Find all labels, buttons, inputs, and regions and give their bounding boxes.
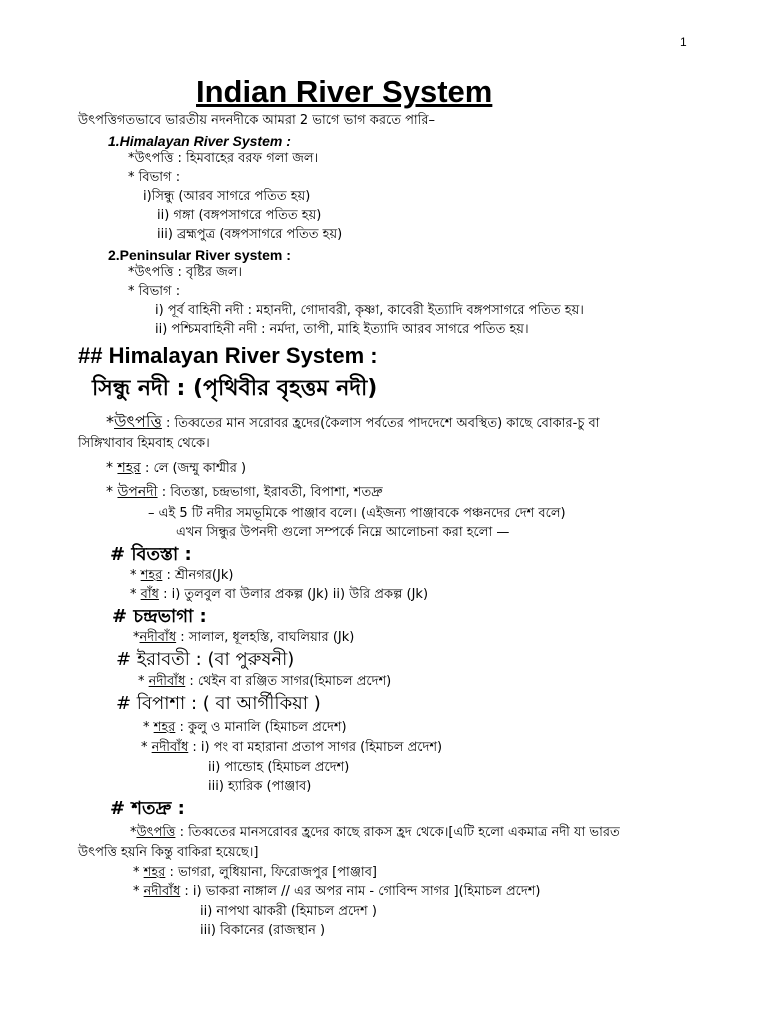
indus-city-line: * শহর : লে (জম্মু কাশ্মীর ) [106, 460, 247, 476]
indus-origin-line: *উৎপত্তি : তিব্বতের মান সরোবর হ্রদের(কৈলাস পর্বতের পাদদেশে অবস্থিত) কাছে বোকার-চু বা [106, 412, 600, 431]
beas-dam-label: নদীবাঁধ [151, 740, 189, 755]
indus-origin-label: উৎপত্তি [114, 412, 162, 431]
jhelum-city-line: * শহর : শ্রীনগর(Jk) [130, 568, 234, 583]
sec1-item-2: ii) গঙ্গা (বঙ্গপসাগরে পতিত হয়) [157, 208, 322, 223]
sutlej-heading: # শতদ্রু : [110, 798, 185, 819]
sec2-item-2: ii) পশ্চিমবাহিনী নদী : নর্মদা, তাপী, মাহি ইত্যাদি আরব সাগরে পতিত হয়। [155, 322, 529, 337]
indus-trib-value: : বিতস্তা, চন্দ্রভাগা, ইরাবতী, বিপাশা, শতদ্রু [161, 485, 383, 500]
jhelum-heading: # বিতস্তা : [110, 544, 192, 565]
chenab-dam-line: *নদীবাঁধ : সালাল, ধূলহস্তি, বাঘলিয়ার (Jk) [133, 630, 355, 645]
beas-city-line: * শহর : কুলু ও মানালি (হিমাচল প্রদেশ) [143, 720, 347, 735]
intro-text: উৎপত্তিগতভাবে ভারতীয় নদনদীকে আমরা 2 ভাগে ভাগ করতে পারি– [78, 113, 436, 128]
sutlej-dam-line: * নদীবাঁধ : i) ভাকরা নাঙ্গাল // এর অপর নাম - গোবিন্দ সাগর ](হিমাচল প্রদেশ) [133, 884, 541, 899]
sec2-division: * বিভাগ : [128, 284, 181, 299]
page-number: 1 [680, 35, 687, 49]
beas-city-value: : কুলু ও মানালি (হিমাচল প্রদেশ) [179, 720, 347, 735]
indus-trib-label: উপনদী [117, 484, 158, 500]
sec1-item-1: i)সিন্ধু (আরব সাগরে পতিত হয়) [143, 189, 311, 204]
page-title: Indian River System [196, 74, 493, 109]
jhelum-dam-value: : i) তুলবুল বা উলার প্রকল্প (Jk) ii) উরি প্রকল্প (Jk) [163, 587, 429, 602]
ravi-heading: # ইরাবতী : (বা পুরুষনী) [116, 649, 295, 670]
sutlej-origin-label: উৎপত্তি [136, 825, 176, 840]
chenab-dam-value: : সালাল, ধূলহস্তি, বাঘলিয়ার (Jk) [180, 630, 355, 645]
sutlej-origin-line: *উৎপত্তি : তিব্বতের মানসরোবর হ্রদের কাছে রাকস হ্রদ থেকে।[এটি হলো একমাত্র নদী যা ভারত [130, 825, 620, 840]
sutlej-city-value: : ভাগরা, লুধিয়ানা, ফিরোজপুর [পাঞ্জাব] [169, 865, 378, 880]
sec2-origin: *উৎপত্তি : বৃষ্টির জল। [128, 265, 243, 280]
sutlej-origin-line2: উৎপত্তি হয়নি কিন্তু বাকিরা হয়েছে।] [78, 845, 259, 860]
beas-heading: # বিপাশা : ( বা আর্গীকিয়া ) [116, 693, 321, 714]
sec2-heading: 2.Peninsular River system : [108, 247, 291, 263]
ravi-dam-line: * নদীবাঁধ : থেইন বা রঞ্জিত সাগর(হিমাচল প্রদেশ) [138, 674, 392, 689]
indus-city-value: : লে (জম্মু কাশ্মীর ) [144, 461, 247, 476]
sec1-division: * বিভাগ : [128, 170, 181, 185]
indus-trib-note-2: এখন সিন্ধুর উপনদী গুলো সম্পর্কে নিম্নে আলোচনা করা হলো — [176, 525, 510, 540]
sec2-item-1: i) পূর্ব বাহিনী নদী : মহানদী, গোদাবরী, কৃষ্ণা, কাবেরী ইত্যাদি বঙ্গপসাগরে পতিত হয়। [155, 303, 584, 318]
sec1-item-3: iii) ব্রহ্মপুত্র (বঙ্গপসাগরে পতিত হয়) [157, 227, 343, 242]
ravi-dam-label: নদীবাঁধ [148, 674, 186, 689]
beas-dam-value: : i) পং বা মহারানা প্রতাপ সাগর (হিমাচল প্রদেশ) [192, 740, 443, 755]
beas-dam-2: ii) পান্ডোহ (হিমাচল প্রদেশ) [208, 760, 350, 775]
ravi-dam-value: : থেইন বা রঞ্জিত সাগর(হিমাচল প্রদেশ) [189, 674, 392, 689]
sutlej-dam-value: : i) ভাকরা নাঙ্গাল // এর অপর নাম - গোবিন্দ সাগর ](হিমাচল প্রদেশ) [184, 884, 541, 899]
sutlej-dam-label: নদীবাঁধ [143, 884, 181, 899]
jhelum-dam-line: * বাঁধ : i) তুলবুল বা উলার প্রকল্প (Jk) ii) উরি প্রকল্প (Jk) [130, 587, 429, 602]
indus-heading: সিন্ধু নদী : (পৃথিবীর বৃহত্তম নদী) [92, 376, 378, 401]
jhelum-dam-label: বাঁধ [140, 587, 159, 602]
indus-trib-note-1: – এই 5 টি নদীর সমভূমিকে পাঞ্জাব বলে। (এইজন্য পাঞ্জাবকে পঞ্চনদের দেশ বলে) [148, 506, 566, 521]
beas-city-label: শহর [153, 720, 176, 735]
sutlej-city-label: শহর [143, 865, 166, 880]
jhelum-city-label: শহর [140, 568, 163, 583]
sec1-origin: *উৎপত্তি : হিমবাহের বরফ গলা জল। [128, 151, 319, 166]
jhelum-city-value: : শ্রীনগর(Jk) [166, 568, 234, 583]
sec1-heading: 1.Himalayan River System : [108, 133, 291, 149]
sutlej-origin-text: : তিব্বতের মানসরোবর হ্রদের কাছে রাকস হ্রদ থেকে।[এটি হলো একমাত্র নদী যা ভারত [179, 825, 620, 840]
chenab-dam-label: নদীবাঁধ [139, 630, 177, 645]
beas-dam-line: * নদীবাঁধ : i) পং বা মহারানা প্রতাপ সাগর (হিমাচল প্রদেশ) [141, 740, 443, 755]
himalayan-heading: ## Himalayan River System : [78, 343, 378, 368]
sutlej-dam-3: iii) বিকানের (রাজস্থান ) [200, 923, 326, 938]
indus-origin-line2: সিঙ্গিখাবাব হিমবাহ থেকে। [78, 436, 210, 451]
beas-dam-3: iii) হ্যারিক (পাঞ্জাব) [208, 779, 312, 794]
indus-trib-line: * উপনদী : বিতস্তা, চন্দ্রভাগা, ইরাবতী, বিপাশা, শতদ্রু [106, 484, 383, 500]
indus-origin-text: : তিব্বতের মান সরোবর হ্রদের(কৈলাস পর্বতের পাদদেশে অবস্থিত) কাছে বোকার-চু বা [166, 416, 600, 431]
indus-city-label: শহর [117, 460, 141, 476]
sutlej-city-line: * শহর : ভাগরা, লুধিয়ানা, ফিরোজপুর [পাঞ্জাব] [133, 865, 378, 880]
sutlej-dam-2: ii) নাপথা ঝাকরী (হিমাচল প্রদেশ ) [200, 904, 377, 919]
chenab-heading: # চন্দ্রভাগা : [112, 606, 207, 627]
